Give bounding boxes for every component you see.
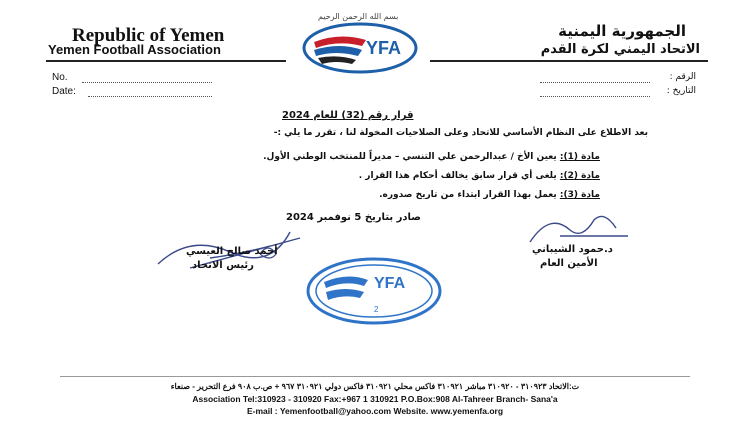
stamp-number: 2 <box>374 305 379 314</box>
footer-rule <box>60 376 690 377</box>
no-line <box>82 82 212 83</box>
stamp-text: YFA <box>374 275 406 292</box>
header-ar-title: الجمهورية اليمنية <box>558 22 686 40</box>
ar-date-label: التاريخ : <box>666 86 696 96</box>
header-rule-left <box>46 60 286 62</box>
president-role: رئيس الاتحاد <box>192 260 254 271</box>
article-3-text: يعمل بهذا القرار ابتداء من تاريخ صدوره. <box>379 190 557 200</box>
ar-no-label: الرقم : <box>669 72 696 82</box>
decision-title: قرار رقم (32) للعام 2024 <box>282 110 414 121</box>
logo-text: YFA <box>366 38 402 58</box>
footer-contact: E-mail : Yemenfootball@yahoo.com Website. www.yemenfa.org <box>246 406 504 416</box>
footer-ar: ت:الاتحاد ٣١٠٩٢٣ - ٣١٠٩٢٠ مباشر ٣١٠٩٢١ فاكس محلي ٣١٠٩٢١ فاكس دولي ٣١٠٩٢١ ٩٦٧ + ص.ب ٩٠٨ فرع التحرير - صنعاء <box>170 382 580 391</box>
header-en-subtitle: Yemen Football Association <box>48 42 221 57</box>
no-label: No. <box>52 72 68 83</box>
article-1 <box>196 152 600 162</box>
official-stamp <box>304 256 444 326</box>
header-rule-right <box>430 60 708 62</box>
article-3-label: مادة (3): <box>559 190 600 200</box>
secretary-name: د.حمود الشيباني <box>532 244 613 255</box>
article-2-label: مادة (2): <box>559 171 600 181</box>
ar-no-line <box>540 82 650 83</box>
decision-preamble: بعد الاطلاع على النظام الأساسي للاتحاد وعلى الصلاحيات المخولة لنا ، تقرر ما يلي :- <box>273 128 648 138</box>
emblem-caption: بسم الله الرحمن الرحيم <box>318 12 399 21</box>
date-label: Date: <box>52 86 76 97</box>
footer-en: Association Tel:310923 - 310920 Fax:+967 1 310921 P.O.Box:908 Al-Tahreer Branch- Sana'a <box>192 394 558 404</box>
yfa-logo <box>300 22 420 74</box>
article-2-text: يلغى أي قرار سابق يخالف أحكام هذا القرار . <box>358 171 557 181</box>
date-line <box>88 96 212 97</box>
article-2 <box>296 171 600 181</box>
ar-date-line <box>540 96 650 97</box>
secretary-role: الأمين العام <box>540 258 598 269</box>
article-1-text: يعين الأخ / عبدالرحمن علي التنسي – مديراً للمنتخب الوطني الأول. <box>263 152 557 162</box>
header-en-title: Republic of Yemen <box>72 25 225 46</box>
header-ar-subtitle: الاتحاد اليمني لكرة القدم <box>540 42 700 57</box>
article-3 <box>344 190 600 200</box>
president-name: أحمد صالح العيسي <box>186 246 278 257</box>
issued-date: صادر بتاريخ 5 نوفمبر 2024 <box>286 212 421 223</box>
article-1-label: مادة (1): <box>559 152 600 162</box>
